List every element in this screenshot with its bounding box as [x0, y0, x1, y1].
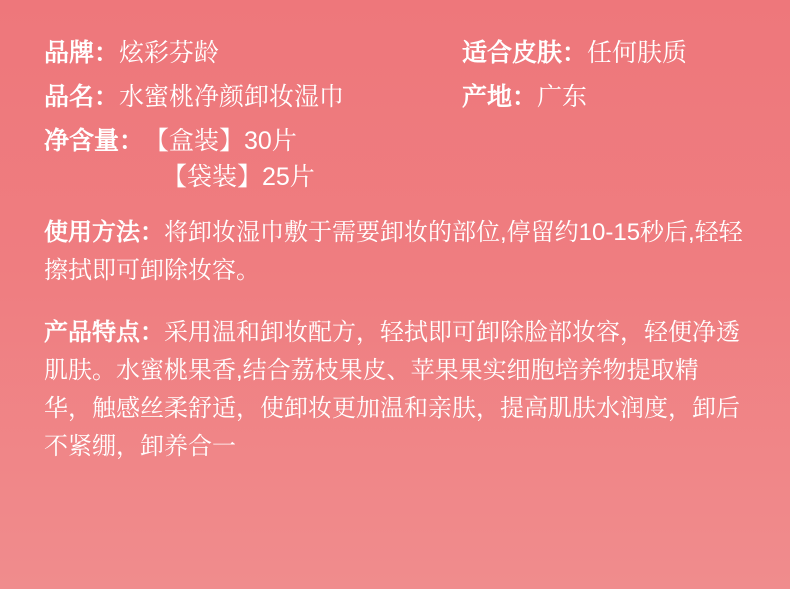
- features-paragraph: [44, 314, 746, 466]
- usage-text: 将卸妆湿巾敷于需要卸妆的部位,停留约10-15秒后,轻轻擦拭即可卸除妆容。: [44, 219, 743, 284]
- spec-grid: [44, 36, 746, 194]
- net-weight-value-box: 【盒装】30片: [144, 127, 297, 155]
- skin-type-label: 适合皮肤：: [462, 39, 588, 67]
- skin-type-value: 任何肤质: [587, 39, 688, 67]
- usage-label: 使用方法：: [44, 219, 164, 246]
- spec-row-name-origin: [44, 80, 746, 114]
- spec-field-net-weight: [44, 124, 746, 158]
- origin-value: 广东: [537, 83, 588, 111]
- origin-label: 产地：: [462, 83, 538, 111]
- spec-field-product-name: [44, 80, 462, 114]
- spec-field-net-weight-bag: [162, 160, 746, 194]
- spec-field-skin-type: [462, 36, 746, 70]
- product-name-label: 品名：: [44, 83, 120, 111]
- net-weight-label: 净含量：: [44, 127, 145, 155]
- spec-field-origin: [462, 80, 746, 114]
- brand-value: 炫彩芬龄: [119, 39, 220, 67]
- features-text: 采用温和卸妆配方，轻拭即可卸除脸部妆容，轻便净透肌肤。水蜜桃果香,结合荔枝果皮、苹果果实细胞培养物提取精华，触感丝柔舒适，使卸妆更加温和亲肤，提高肌肤水润度，卸后不紧绷，卸养合一: [44, 319, 740, 460]
- net-weight-value-bag: 【袋装】25片: [162, 163, 315, 191]
- spec-row-brand-skin: [44, 36, 746, 70]
- product-name-value: 水蜜桃净颜卸妆湿巾: [119, 83, 345, 111]
- spec-field-brand: [44, 36, 462, 70]
- features-label: 产品特点：: [44, 319, 164, 346]
- brand-label: 品牌：: [44, 39, 120, 67]
- usage-paragraph: [44, 214, 746, 290]
